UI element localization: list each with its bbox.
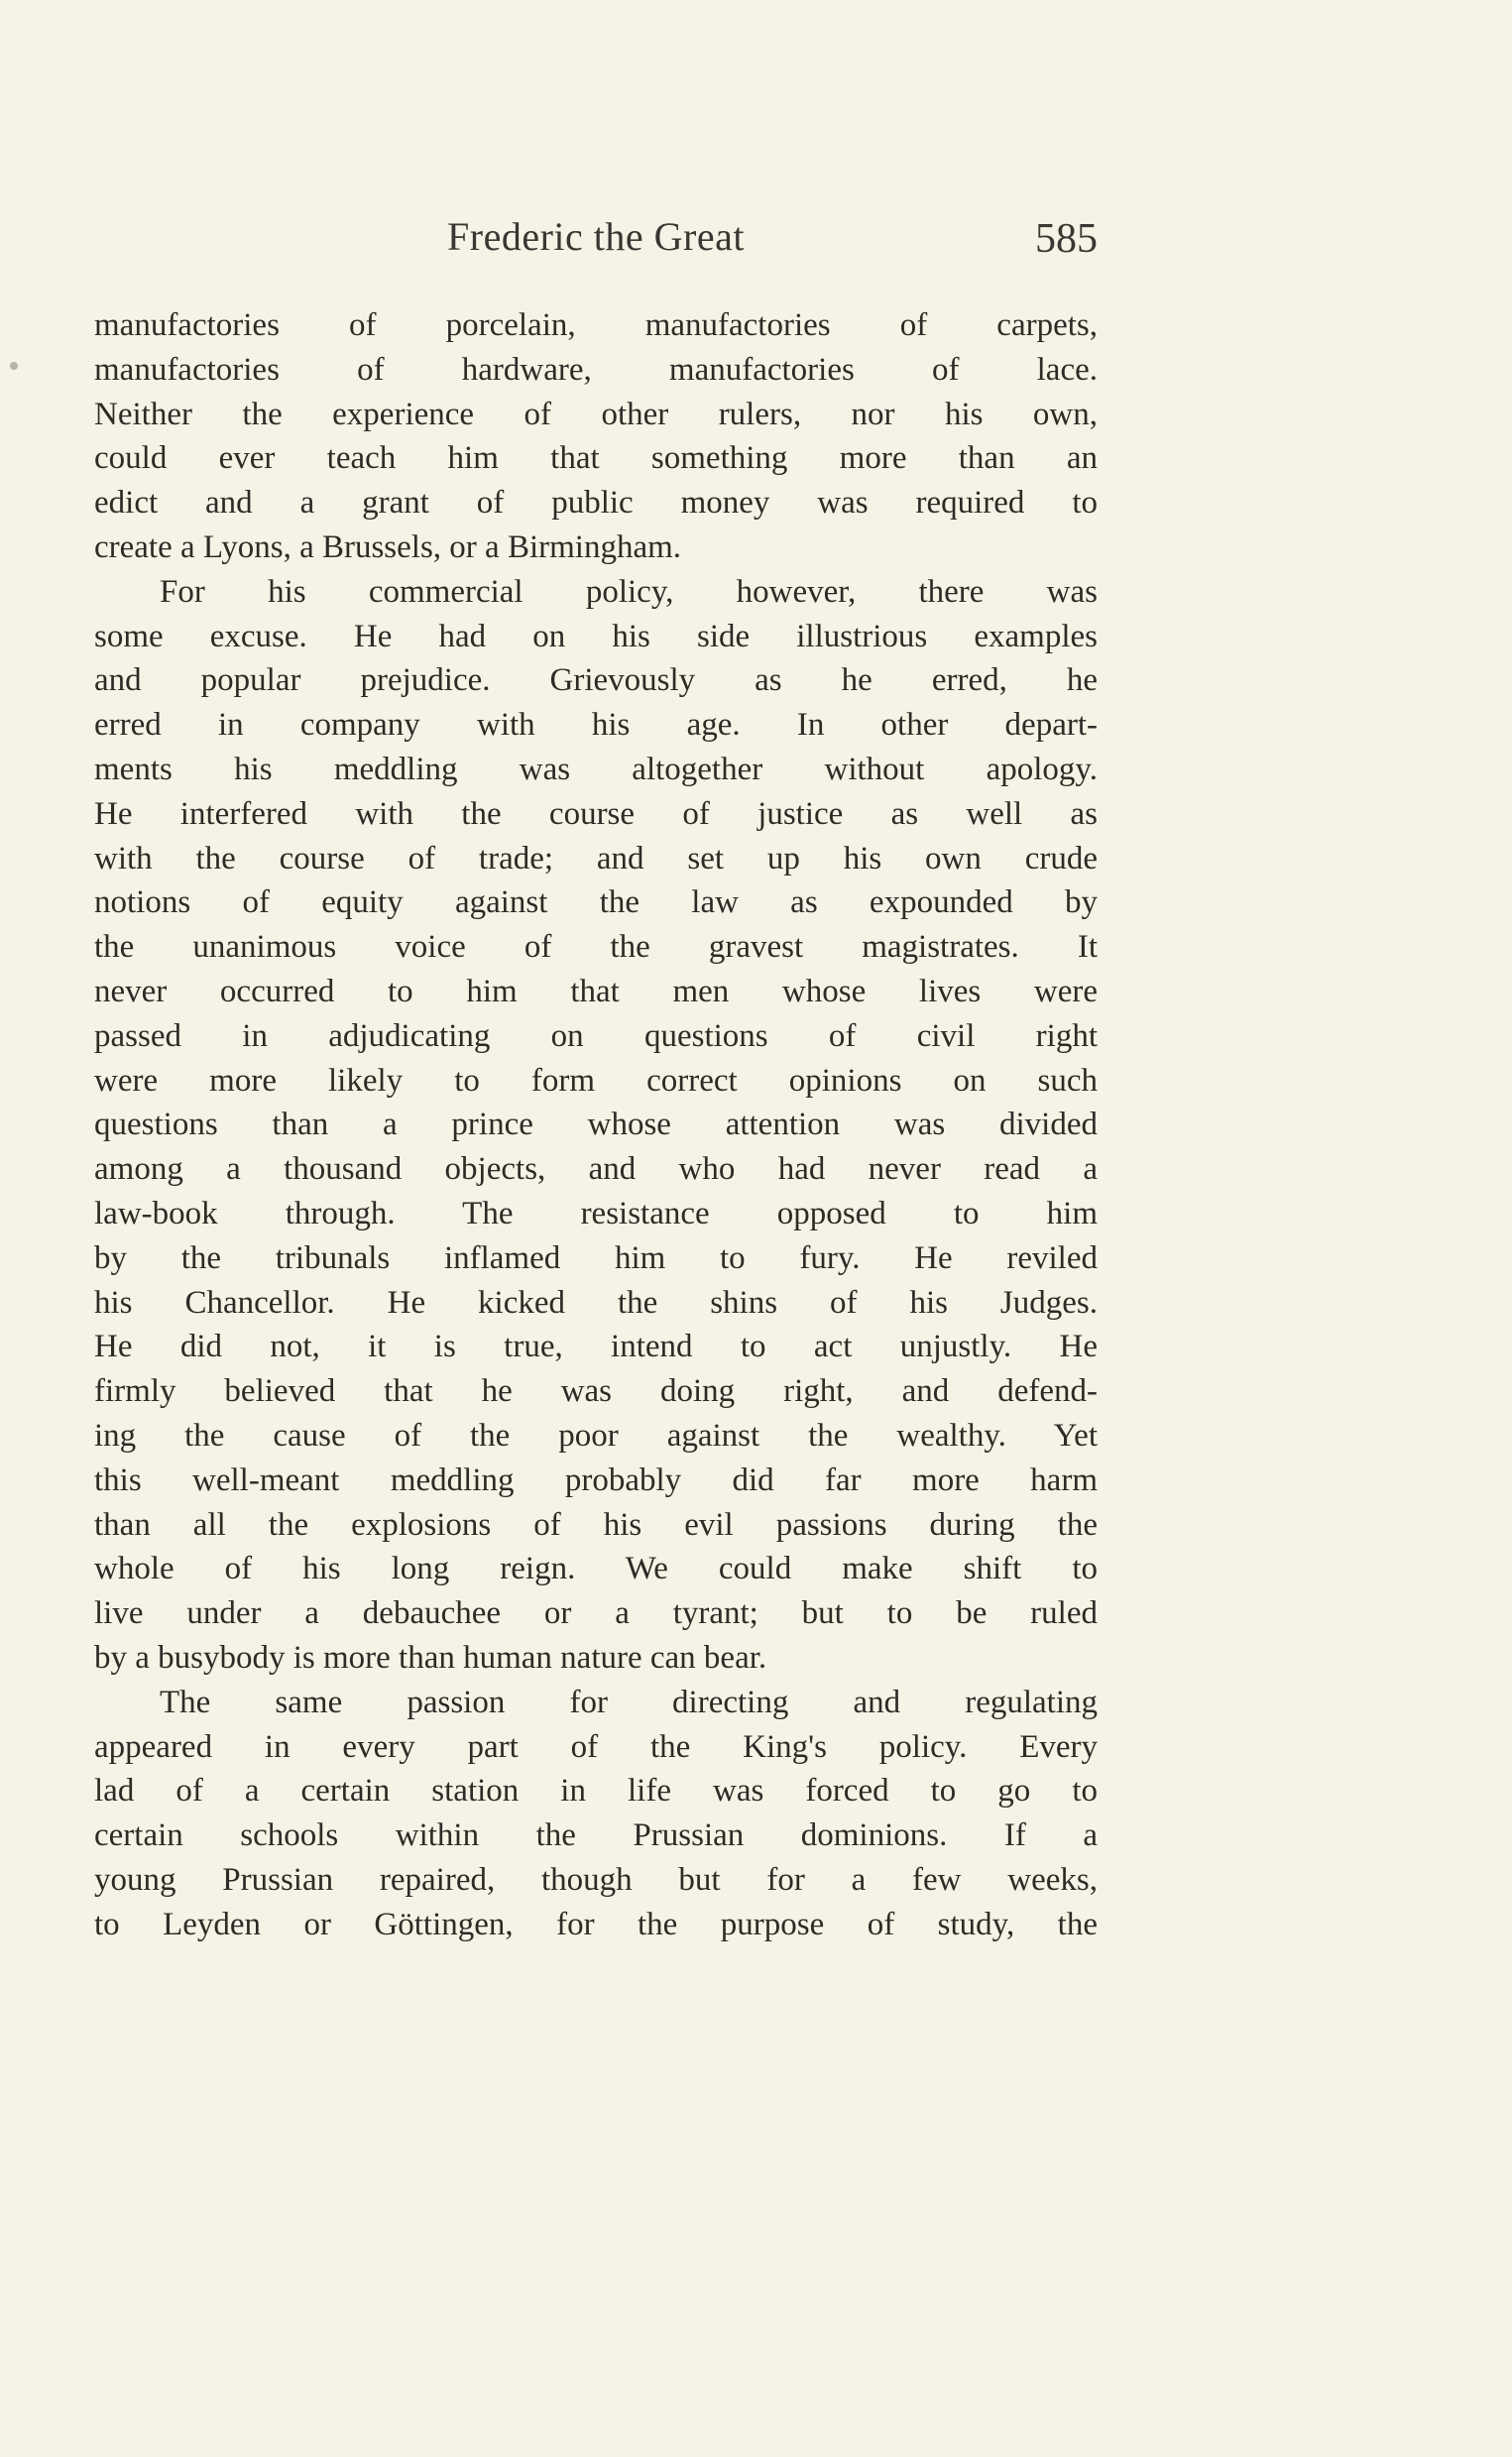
text-line bbox=[94, 1414, 1098, 1459]
text-line bbox=[94, 837, 1098, 881]
text-line-content: notions of equity against the law as expounded by bbox=[94, 884, 1098, 921]
text-line bbox=[94, 1681, 1098, 1725]
text-line bbox=[94, 1903, 1098, 1947]
text-line bbox=[94, 703, 1098, 748]
text-line-content: some excuse. He had on his side illustrious examples bbox=[94, 618, 1098, 654]
text-line-content: manufactories of porcelain, manufactories of carpets, bbox=[94, 307, 1098, 343]
text-line bbox=[94, 970, 1098, 1014]
text-line bbox=[94, 615, 1098, 659]
text-line bbox=[94, 1769, 1098, 1814]
text-line bbox=[94, 792, 1098, 837]
body-text bbox=[94, 303, 1098, 1946]
text-line bbox=[94, 436, 1098, 481]
text-line-content: The same passion for directing and regulating bbox=[160, 1684, 1098, 1720]
text-line-content: create a Lyons, a Brussels, or a Birmingham. bbox=[94, 528, 682, 565]
text-line-content: erred in company with his age. In other depart- bbox=[94, 707, 1098, 744]
text-line-content: his Chancellor. He kicked the shins of his Judges. bbox=[94, 1284, 1098, 1321]
text-line-content: passed in adjudicating on questions of civil right bbox=[94, 1017, 1098, 1054]
text-line bbox=[94, 748, 1098, 792]
text-line bbox=[94, 1369, 1098, 1414]
running-header bbox=[94, 213, 1098, 273]
text-line bbox=[94, 348, 1098, 393]
text-line-content: questions than a prince whose attention was divided bbox=[94, 1107, 1098, 1143]
text-line-content: could ever teach him that something more than an bbox=[94, 440, 1098, 477]
text-line-content: and popular prejudice. Grievously as he erred, he bbox=[94, 662, 1098, 699]
text-line-content: He interfered with the course of justice as well as bbox=[94, 795, 1098, 832]
text-line bbox=[94, 393, 1098, 437]
text-line bbox=[94, 1858, 1098, 1903]
text-line-content: edict and a grant of public money was required to bbox=[94, 485, 1098, 522]
text-line-content: lad of a certain station in life was forced to go to bbox=[94, 1773, 1098, 1810]
text-line-content: live under a debauchee or a tyrant; but to be ruled bbox=[94, 1595, 1098, 1632]
text-line-content: For his commercial policy, however, there was bbox=[160, 573, 1098, 610]
text-line bbox=[94, 303, 1098, 348]
text-line bbox=[94, 526, 1098, 570]
text-line bbox=[94, 1147, 1098, 1192]
text-line-content: by a busybody is more than human nature can bear. bbox=[94, 1639, 767, 1676]
text-line-content: by the tribunals inflamed him to fury. He reviled bbox=[94, 1239, 1098, 1276]
text-line-content: Neither the experience of other rulers, nor his own, bbox=[94, 396, 1098, 432]
text-line bbox=[94, 1103, 1098, 1147]
text-line bbox=[94, 925, 1098, 970]
text-line-content: to Leyden or Göttingen, for the purpose of study, the bbox=[94, 1906, 1098, 1942]
text-line-content: ing the cause of the poor against the wealthy. Yet bbox=[94, 1417, 1098, 1454]
text-line-content: whole of his long reign. We could make shift to bbox=[94, 1551, 1098, 1587]
text-line-content: this well-meant meddling probably did far more harm bbox=[94, 1462, 1098, 1498]
text-line bbox=[94, 1591, 1098, 1636]
text-line bbox=[94, 1236, 1098, 1281]
text-line bbox=[94, 1725, 1098, 1770]
text-line bbox=[94, 481, 1098, 526]
text-line bbox=[94, 880, 1098, 925]
text-line bbox=[94, 570, 1098, 615]
text-line-content: firmly believed that he was doing right, and defend- bbox=[94, 1373, 1098, 1410]
text-line-content: with the course of trade; and set up his own crude bbox=[94, 840, 1098, 877]
text-line bbox=[94, 658, 1098, 703]
page-number: 585 bbox=[1035, 216, 1098, 262]
text-line bbox=[94, 1547, 1098, 1591]
text-line-content: ments his meddling was altogether without apology. bbox=[94, 751, 1098, 787]
text-line-content: were more likely to form correct opinions on such bbox=[94, 1062, 1098, 1099]
text-line bbox=[94, 1192, 1098, 1236]
text-line-content: among a thousand objects, and who had never read a bbox=[94, 1151, 1098, 1188]
text-line bbox=[94, 1459, 1098, 1503]
text-line-content: the unanimous voice of the gravest magistrates. It bbox=[94, 929, 1098, 966]
text-line-content: He did not, it is true, intend to act unjustly. He bbox=[94, 1329, 1098, 1365]
text-line-content: manufactories of hardware, manufactories of lace. bbox=[94, 351, 1098, 388]
text-line bbox=[94, 1059, 1098, 1104]
text-line-content: than all the explosions of his evil passions during the bbox=[94, 1506, 1098, 1543]
text-line bbox=[94, 1503, 1098, 1548]
text-line bbox=[94, 1814, 1098, 1858]
text-line-content: never occurred to him that men whose lives were bbox=[94, 973, 1098, 1009]
text-line bbox=[94, 1281, 1098, 1326]
text-line bbox=[94, 1325, 1098, 1369]
text-line bbox=[94, 1014, 1098, 1059]
scan-speck bbox=[10, 362, 18, 370]
running-title: Frederic the Great bbox=[447, 214, 745, 259]
text-line-content: young Prussian repaired, though but for a few weeks, bbox=[94, 1861, 1098, 1898]
text-line bbox=[94, 1636, 1098, 1681]
text-line-content: certain schools within the Prussian dominions. If a bbox=[94, 1817, 1098, 1854]
text-line-content: law-book through. The resistance opposed to him bbox=[94, 1195, 1098, 1231]
text-line-content: appeared in every part of the King's policy. Every bbox=[94, 1728, 1098, 1765]
